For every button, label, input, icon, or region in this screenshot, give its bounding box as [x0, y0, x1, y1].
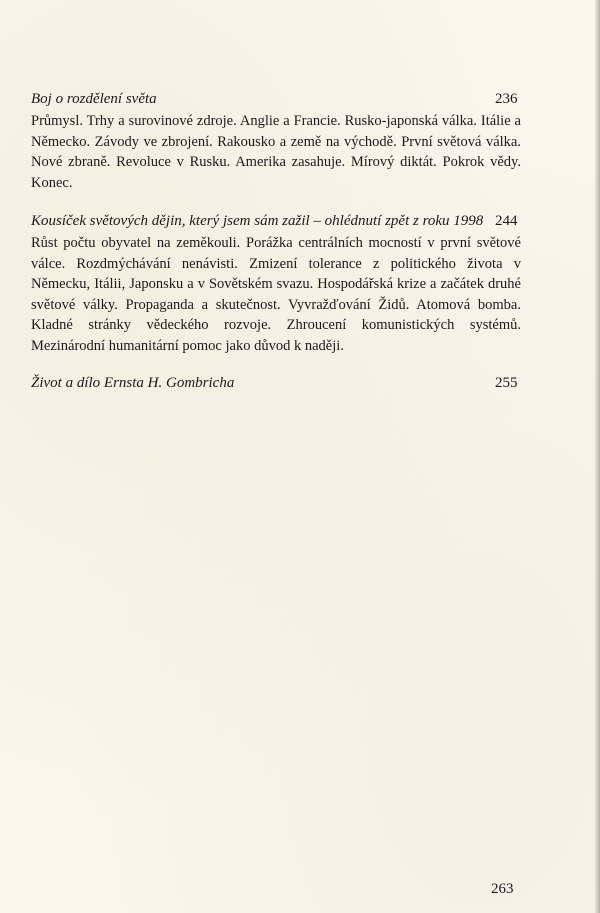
toc-entry-page-number: 244 — [495, 213, 518, 229]
toc-entry-1 — [31, 90, 521, 193]
toc-entry-title: Kousíček světových dějin, který jsem sám zažil – ohlédnutí zpět z roku 1998 — [31, 213, 484, 229]
toc-entry-title: Boj o rozdělení světa — [31, 91, 157, 107]
toc-entry-page-number: 236 — [495, 91, 518, 107]
toc-entry-2 — [31, 212, 521, 356]
toc-entry-title: Život a dílo Ernsta H. Gombricha — [31, 375, 235, 391]
toc-entry-3 — [31, 374, 521, 393]
page-number: 263 — [491, 881, 514, 897]
toc-entry-page-number: 255 — [495, 375, 518, 391]
page-edge-shadow — [594, 0, 600, 913]
toc-entry-description: Růst počtu obyvatel na zeměkouli. Porážka centrálních mocností v první světové válce. Rozdmýchávání nenávisti. Zmizení tolerance z politického života v Německu, Itálii, Japonsku a v Sovětském svazu. Hospodářská krize a začátek druhé světové války. Propaganda a skutečnost. Vyvražďování Židů. Atomová bomba. Kladné stránky vědeckého rozvoje. Zhroucení komunistických systémů. Mezinárodní humanitární pomoc jako důvod k naději. — [31, 235, 521, 354]
toc-entry-description: Průmysl. Trhy a surovinové zdroje. Anglie a Francie. Rusko-japonská válka. Itálie a Německo. Závody ve zbrojení. Rakousko a země na východě. První světová válka. Nové zbraně. Revoluce v Rusku. Amerika zasahuje. Mírový diktát. Pokrok vědy. Konec. — [31, 113, 521, 191]
